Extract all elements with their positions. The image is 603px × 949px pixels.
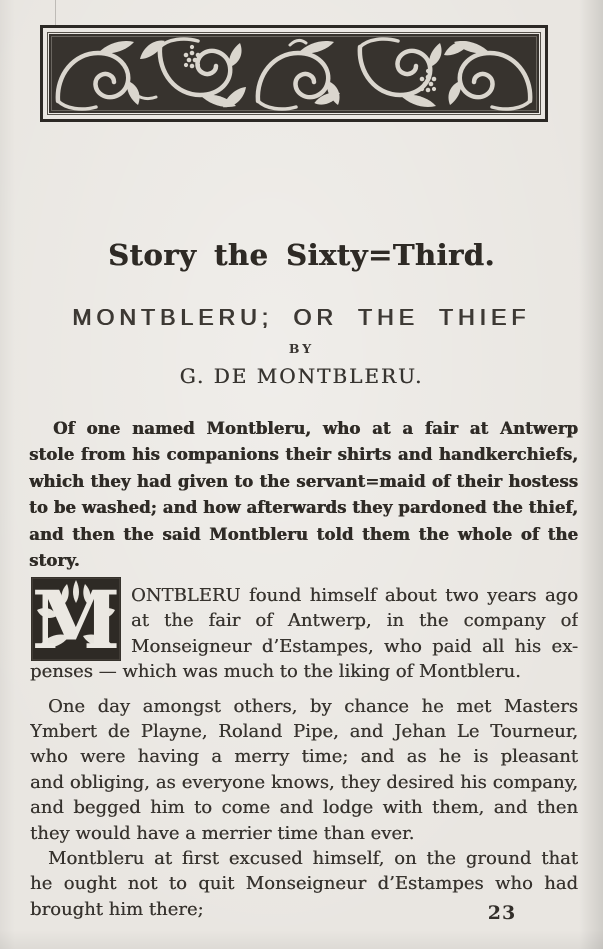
story-number-heading: Story the Sixty=Third. bbox=[107, 238, 496, 272]
argument-line: and then the said Montbleru told them the whole of the story. bbox=[29, 524, 578, 571]
body-line: Montbleru at first excused himself, on the ground that bbox=[48, 848, 578, 870]
body-line: ONTBLERU found himself about two years ago bbox=[131, 585, 578, 606]
author-name: G. DE MONTBLERU. bbox=[179, 364, 424, 388]
body-line: they would have a merrier time than ever. bbox=[30, 822, 415, 844]
argument-line: to be washed; and how afterwards they pardoned the thief, bbox=[29, 498, 578, 518]
body-line: at the fair of Antwerp, in the company of bbox=[131, 610, 578, 632]
body-line: Monseigneur d’Estampes, who paid all his ex- bbox=[131, 635, 578, 657]
body-line: he ought not to quit Monseigneur d’Estampes who had bbox=[30, 873, 578, 895]
body-line: One day amongst others, by chance he met Masters bbox=[48, 695, 578, 717]
story-argument bbox=[29, 416, 578, 574]
floral-headband-ornament bbox=[40, 25, 548, 122]
page-number: 23 bbox=[487, 902, 517, 924]
body-line: and obliging, as everyone knows, they desired his company, bbox=[30, 771, 578, 793]
body-line: Ymbert de Playne, Roland Pipe, and Jehan Le Tourneur, bbox=[30, 721, 578, 743]
story-body bbox=[30, 583, 578, 922]
story-title: MONTBLERU; OR THE THIEF bbox=[72, 304, 531, 330]
body-line: brought him there; bbox=[30, 898, 204, 920]
byline-label: BY bbox=[288, 341, 315, 356]
headband-woodcut-svg bbox=[40, 25, 548, 122]
scan-artifact-line bbox=[55, 0, 56, 27]
argument-line: stole from his companions their shirts and handkerchiefs, bbox=[29, 445, 578, 465]
body-line: penses — which was much to the liking of Montbleru. bbox=[30, 661, 521, 683]
body-line: who were having a merry time; and as he is pleasant bbox=[30, 746, 578, 768]
drop-cap-letter: M bbox=[31, 577, 121, 661]
body-line: and begged him to come and lodge with them, and then bbox=[30, 797, 578, 819]
argument-line: which they had given to the servant=maid of their hostess bbox=[29, 471, 578, 491]
argument-line: Of one named Montbleru, who at a fair at Antwerp bbox=[53, 419, 578, 438]
